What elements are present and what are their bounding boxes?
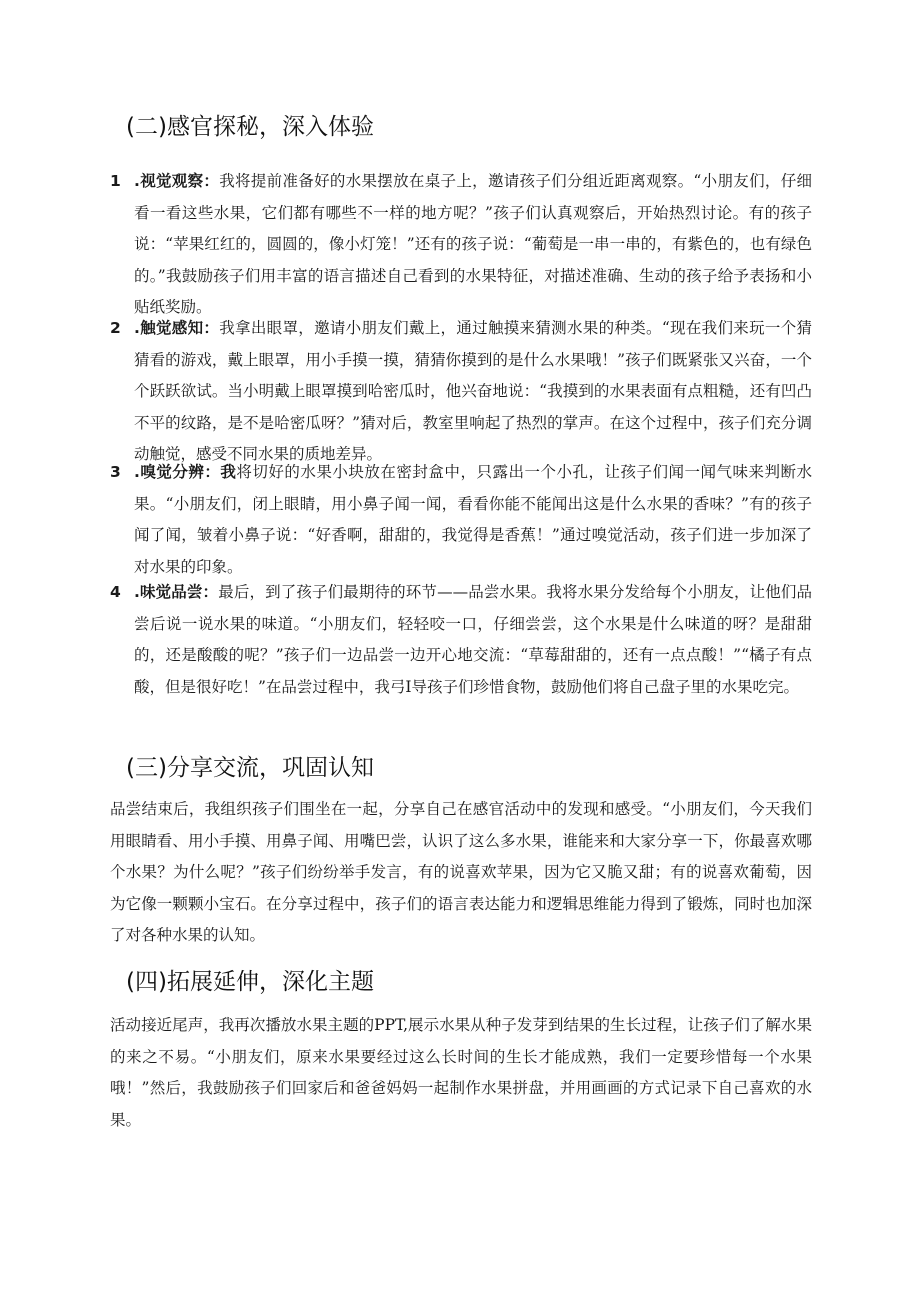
section-heading-sharing: (三)分享交流，巩固认知 — [126, 755, 374, 781]
list-item-number: 2 — [110, 319, 121, 337]
list-item-label: .嗅觉分辨：我 — [134, 463, 237, 481]
section-heading-extension: (四)拓展延伸，深化主题 — [126, 969, 374, 995]
list-item-taste — [110, 577, 812, 703]
list-item-text: 我将提前准备好的水果摆放在桌子上，邀请孩子们分组近距离观察。“小朋友们，仔细看一看这些水果，它们都有哪些不一样的地方呢？”孩子们认真观察后，开始热烈讨论。有的孩子说：“苹果红红的，圆圆的，像小灯笼！”还有的孩子说：“葡萄是一串一串的，有紫色的，也有绿色的。”我鼓励孩子们用丰富的语言描述自己看到的水果特征，对描述准确、生动的孩子给予表扬和小贴纸奖励。 — [134, 172, 812, 316]
list-item-text: 将切好的水果小块放在密封盒中，只露出一个小孔，让孩子们闻一闻气味来判断水果。“小朋友们，闭上眼睛，用小鼻子闻一闻，看看你能不能闻出这是什么水果的香味？”有的孩子闻了闻，皱着小鼻子说：“好香啊，甜甜的，我觉得是香蕉！”通过嗅觉活动，孩子们进一步加深了对水果的印象。 — [134, 463, 812, 576]
list-item-number: 4 — [110, 583, 121, 601]
list-item-smell — [110, 457, 812, 583]
paragraph-sharing: 品尝结束后，我组织孩子们围坐在一起，分享自己在感官活动中的发现和感受。“小朋友们，今天我们用眼睛看、用小手摸、用鼻子闻、用嘴巴尝，认识了这么多水果，谁能来和大家分享一下，你最喜欢哪个水果？为什么呢？”孩子们纷纷举手发言，有的说喜欢苹果，因为它又脆又甜；有的说喜欢葡萄，因为它像一颗颗小宝石。在分享过程中，孩子们的语言表达能力和逻辑思维能力得到了锻炼，同时也加深了对各种水果的认知。 — [110, 800, 812, 944]
paragraph-extension: 活动接近尾声，我再次播放水果主题的PPT,展示水果从种子发芽到结果的生长过程，让孩子们了解水果的来之不易。“小朋友们，原来水果要经过这么长时间的生长才能成熟，我们一定要珍惜每一个水果哦！”然后，我鼓励孩子们回家后和爸爸妈妈一起制作水果拼盘，并用画画的方式记录下自己喜欢的水果。 — [110, 1016, 812, 1129]
list-item-text: 最后，到了孩子们最期待的环节——品尝水果。我将水果分发给每个小朋友，让他们品尝后说一说水果的味道。“小朋友们，轻轻咬一口，仔细尝尝，这个水果是什么味道的呀？是甜甜的，还是酸酸的呢？”孩子们一边品尝一边开心地交流：“草莓甜甜的，还有一点点酸！”“橘子有点酸，但是很好吃！”在品尝过程中，我弓I导孩子们珍惜食物，鼓励他们将自己盘子里的水果吃完。 — [134, 583, 813, 696]
list-item-label: .味觉品尝： — [134, 583, 219, 601]
list-item-label: .触觉感知： — [134, 319, 220, 337]
list-item-visual — [110, 166, 812, 324]
list-item-label: .视觉观察： — [134, 172, 220, 190]
list-item-touch — [110, 313, 812, 471]
list-item-number: 3 — [110, 463, 121, 481]
list-item-text: 我拿出眼罩，邀请小朋友们戴上，通过触摸来猜测水果的种类。“现在我们来玩一个猜猜看的游戏，戴上眼罩，用小手摸一摸，猜猜你摸到的是什么水果哦！”孩子们既紧张又兴奋，一个个跃跃欲试。当小明戴上眼罩摸到哈密瓜时，他兴奋地说：“我摸到的水果表面有点粗糙，还有凹凸不平的纹路，是不是哈密瓜呀？”猜对后，教室里响起了热烈的掌声。在这个过程中，孩子们充分调动触觉，感受不同水果的质地差异。 — [134, 319, 812, 463]
section-heading-sensory: (二)感官探秘，深入体验 — [126, 114, 374, 140]
list-item-number: 1 — [110, 172, 121, 190]
